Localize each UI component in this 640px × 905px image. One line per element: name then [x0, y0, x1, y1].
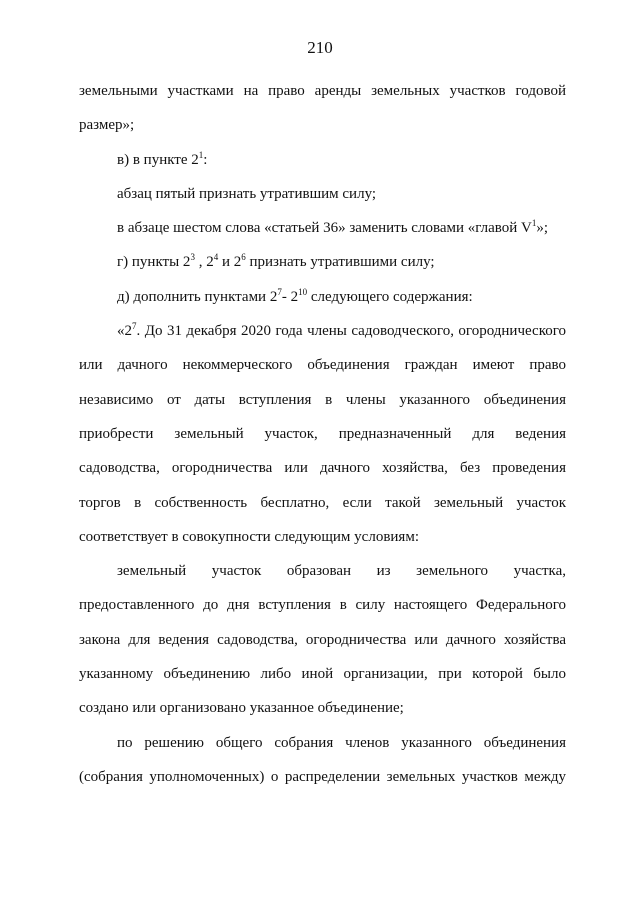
paragraph-item-d: [79, 280, 566, 314]
text-line: торгов в собственность бесплатно, если такой земельный участок: [79, 494, 566, 511]
text-line: указанному объединению либо иной организации, при которой было: [79, 666, 566, 683]
text-fragment: «2: [117, 323, 132, 340]
superscript: 4: [213, 252, 219, 263]
paragraph-condition-plot: [79, 554, 566, 725]
paragraph-fifth-void: абзац пятый признать утратившим силу;: [117, 185, 377, 202]
text-line: (собрания уполномоченных) о распределении земельных участков между: [79, 768, 566, 785]
superscript: 10: [298, 286, 308, 297]
superscript: 7: [132, 321, 137, 332]
superscript: 7: [277, 286, 282, 297]
text-line: земельными участками на право аренды земельных участков годовой: [79, 83, 566, 99]
text-fragment: »;: [536, 220, 549, 237]
text-fragment: в абзаце шестом слова «статьей 36» заменить словами «главой V: [117, 220, 532, 237]
text-line: соответствует в совокупности следующим условиям:: [79, 528, 419, 545]
document-body: [79, 74, 566, 794]
superscript: 3: [190, 252, 195, 263]
text-line: закона для ведения садоводства, огородничества или дачного хозяйства: [79, 631, 566, 648]
text-fragment: - 2: [281, 288, 299, 305]
text-line: или дачного некоммерческого объединения граждан имеют право: [79, 357, 566, 374]
superscript: 6: [241, 252, 246, 263]
paragraph-item-g: [79, 245, 566, 279]
text-line: земельный участок образован из земельного участка,: [117, 563, 566, 580]
superscript: 1: [198, 149, 204, 160]
paragraph-rent-continuation: [79, 74, 566, 143]
text-line: садоводства, огородничества или дачного хозяйства, без проведения: [79, 460, 566, 477]
page-number: 210: [307, 38, 333, 57]
paragraph-point-2-7: [79, 314, 566, 554]
text-fragment: г) пункты 2: [117, 254, 191, 271]
paragraph-sixth-replace: [79, 211, 566, 245]
text-fragment: в) в пункте 2: [117, 151, 199, 168]
paragraph-item-v: [79, 143, 566, 177]
text-line: создано или организовано указанное объединение;: [79, 700, 404, 717]
paragraph-condition-decision: [79, 726, 566, 795]
text-fragment: д) дополнить пунктами 2: [117, 288, 278, 305]
text-fragment: следующего содержания:: [307, 288, 473, 305]
text-line: независимо от даты вступления в члены указанного объединения: [79, 391, 566, 408]
superscript: 1: [531, 218, 537, 229]
text-fragment: признать утратившими силу;: [245, 254, 435, 271]
text-fragment: , 2: [194, 254, 214, 271]
text-line: предоставленного до дня вступления в силу настоящего Федерального: [79, 597, 566, 614]
text-line: приобрести земельный участок, предназначенный для ведения: [79, 425, 566, 442]
text-fragment: :: [203, 151, 208, 168]
text-line: [79, 314, 566, 348]
text-fragment: и 2: [218, 254, 242, 271]
text-line: размер»;: [79, 117, 135, 134]
text-line: по решению общего собрания членов указанного объединения: [117, 734, 566, 751]
text-fragment: . До 31 декабря 2020 года члены садоводческого, огороднического: [136, 323, 566, 340]
